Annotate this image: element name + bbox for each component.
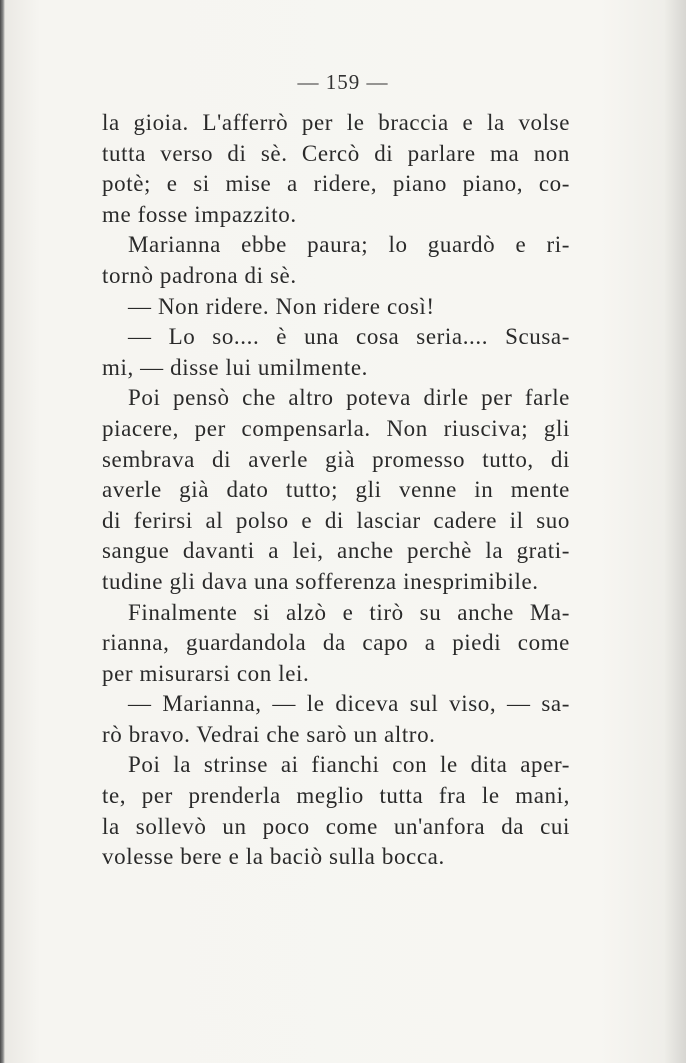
text-line: volesse bere e la baciò sulla bocca.	[102, 844, 445, 870]
text-line: tudine gli dava una sofferenza inesprimibile.	[102, 568, 539, 594]
text-line: la sollevò un poco come un'anfora da cui	[102, 813, 570, 839]
text-line: la gioia. L'afferrò per le braccia e la volse	[102, 110, 570, 135]
text-line: — Lo so.... è una cosa seria.... Scusa-	[128, 324, 570, 350]
page-shadow	[664, 0, 686, 1063]
page-number: — 159 —	[297, 70, 389, 94]
text-line: di ferirsi al polso e di lasciar cadere il suo	[102, 507, 570, 533]
text-line: te, per prenderla meglio tutta fra le mani,	[102, 783, 570, 809]
text-line: rianna, guardandola da capo a piedi come	[102, 630, 570, 656]
text-line: Marianna ebbe paura; lo guardò e ri-	[128, 232, 570, 258]
text-line: — Non ridere. Non ridere così!	[128, 293, 435, 319]
text-line: sembrava di averle già promesso tutto, di	[102, 446, 570, 472]
text-line: tutta verso di sè. Cercò di parlare ma non	[102, 140, 570, 166]
text-line: sangue davanti a lei, anche perchè la grati-	[102, 538, 570, 564]
text-line: per misurarsi con lei.	[102, 660, 310, 686]
text-line: rò bravo. Vedrai che sarò un altro.	[102, 721, 436, 747]
text-line: me fosse impazzito.	[102, 201, 297, 227]
text-line: Poi la strinse ai fianchi con le dita aper-	[128, 752, 570, 778]
text-line: tornò padrona di sè.	[102, 262, 297, 288]
text-line: Poi pensò che altro poteva dirle per farle	[128, 385, 570, 411]
text-line: potè; e si mise a ridere, piano piano, co-	[102, 171, 570, 197]
binding-edge	[0, 0, 5, 1063]
text-line: piacere, per compensarla. Non riusciva; gli	[102, 415, 570, 441]
text-line: Finalmente si alzò e tirò su anche Ma-	[128, 599, 570, 625]
text-line: averle già dato tutto; gli venne in mente	[102, 477, 570, 503]
body-text	[102, 108, 570, 873]
text-line: mi, — disse lui umilmente.	[102, 354, 369, 380]
text-line: — Marianna, — le diceva sul viso, — sa-	[128, 691, 570, 717]
